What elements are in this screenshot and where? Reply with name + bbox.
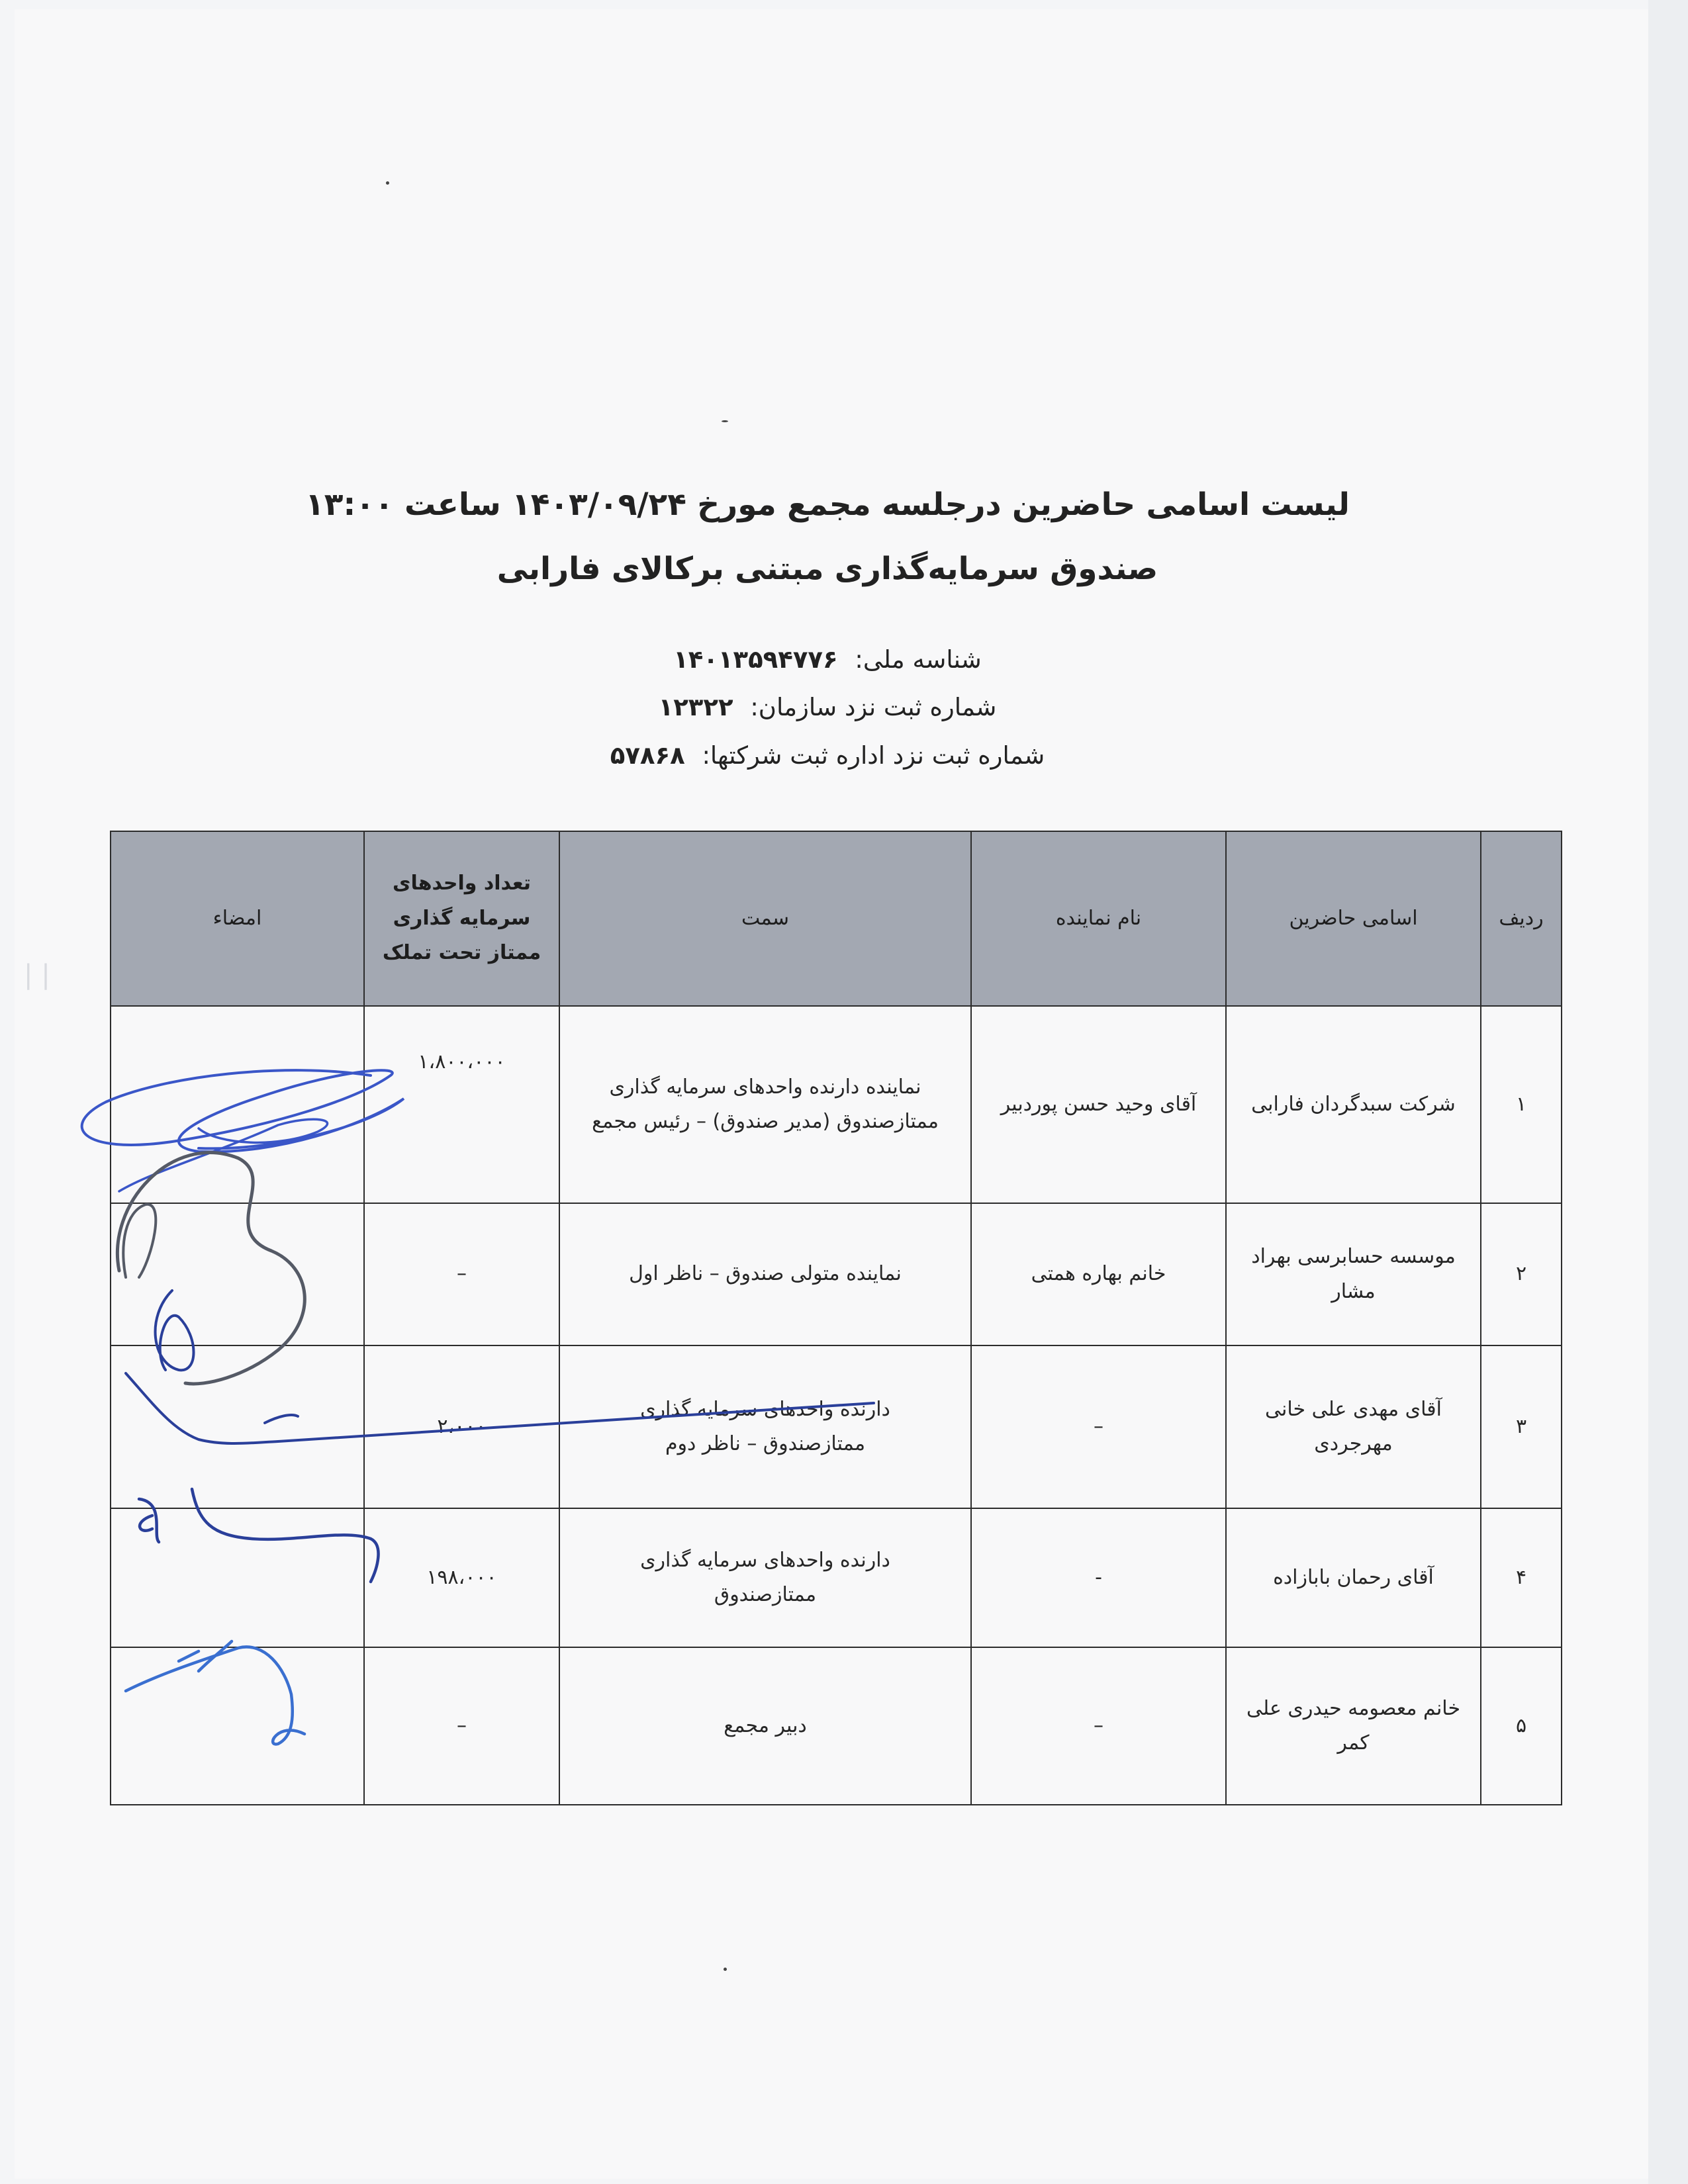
units-owned: ۱،۸۰۰،۰۰۰ — [364, 1006, 559, 1203]
scan-edge — [1648, 0, 1688, 2184]
representative-name: - — [971, 1508, 1226, 1647]
attendee-role — [559, 1508, 971, 1647]
attendee-role — [559, 1345, 971, 1508]
role-line: نماینده متولی صندوق – ناظر اول — [629, 1262, 902, 1286]
header-units — [364, 831, 559, 1006]
attendee-role — [559, 1203, 971, 1345]
company-registration-line — [132, 741, 1523, 770]
attendee-name: آقای رحمان بابازاده — [1226, 1508, 1481, 1647]
bleed-through-mark: | | — [24, 960, 50, 990]
sec-registration-value: ۱۲۳۲۲ — [658, 693, 733, 721]
role-line: ممتازصندوق – ناظر دوم — [665, 1432, 866, 1455]
representative-name: – — [971, 1647, 1226, 1805]
header-representative: نام نماینده — [971, 831, 1226, 1006]
header-role: سمت — [559, 831, 971, 1006]
attendee-name: شرکت سبدگردان فارابی — [1226, 1006, 1481, 1203]
attendee-name: آقای مهدی علی خانی مهرجردی — [1226, 1345, 1481, 1508]
national-id-label: شناسه ملی: — [855, 645, 982, 674]
role-line: ممتازصندوق (مدیر صندوق) – رئیس مجمع — [592, 1110, 939, 1133]
table-row — [111, 1508, 1562, 1647]
representative-name: آقای وحید حسن پوردبیر — [971, 1006, 1226, 1203]
attendees-table — [110, 831, 1562, 1805]
national-id-value: ۱۴۰۱۳۵۹۴۷۷۶ — [673, 645, 838, 674]
company-registration-value: ۵۷۸۶۸ — [610, 741, 685, 770]
attendee-role — [559, 1647, 971, 1805]
scan-speck — [386, 181, 389, 185]
header-index: ردیف — [1481, 831, 1562, 1006]
attendee-name: موسسه حسابرسی بهراد مشار — [1226, 1203, 1481, 1345]
role-line: نماینده دارنده واحدهای سرمایه گذاری — [609, 1075, 921, 1099]
role-line: ممتازصندوق — [714, 1583, 817, 1606]
units-owned: ۱۹۸،۰۰۰ — [364, 1508, 559, 1647]
row-index: ۱ — [1481, 1006, 1562, 1203]
role-line: دارنده واحدهای سرمایه گذاری — [640, 1397, 890, 1421]
row-index: ۵ — [1481, 1647, 1562, 1805]
role-line: دبیر مجمع — [724, 1713, 807, 1737]
document-title: لیست اسامی حاضرین درجلسه مجمع مورخ ۱۴۰۳/۰۹/۲۴ ساعت ۱۳:۰۰ — [305, 486, 1350, 523]
units-owned: – — [364, 1647, 559, 1805]
sec-registration-line — [132, 693, 1523, 721]
row-index: ۲ — [1481, 1203, 1562, 1345]
header-attendee-name: اسامی حاضرین — [1226, 831, 1481, 1006]
table-row — [111, 1203, 1562, 1345]
representative-name: خانم بهاره همتی — [971, 1203, 1226, 1345]
national-id-line — [132, 645, 1523, 674]
scan-speck — [722, 420, 728, 422]
signature-cell — [111, 1203, 364, 1345]
units-owned: – — [364, 1203, 559, 1345]
units-owned: ۲،۰۰۰ — [364, 1345, 559, 1508]
header-signature: امضاء — [111, 831, 364, 1006]
signature-cell — [111, 1508, 364, 1647]
signature-cell — [111, 1345, 364, 1508]
table-row — [111, 1647, 1562, 1805]
scan-speck — [724, 1968, 727, 1971]
table-row — [111, 1006, 1562, 1203]
header-units-line: سرمایه گذاری — [393, 906, 531, 930]
signature-cell — [111, 1006, 364, 1203]
table-header-row — [111, 831, 1562, 1006]
fund-name: صندوق سرمایه‌گذاری مبتنی برکالای فارابی — [496, 551, 1158, 587]
table-row — [111, 1345, 1562, 1508]
company-registration-label: شماره ثبت نزد اداره ثبت شرکتها: — [702, 741, 1045, 770]
attendee-role — [559, 1006, 971, 1203]
signature-cell — [111, 1647, 364, 1805]
header-units-line: تعداد واحدهای — [392, 872, 532, 895]
representative-name: – — [971, 1345, 1226, 1508]
role-line: دارنده واحدهای سرمایه گذاری — [640, 1548, 890, 1572]
header-units-line: ممتاز تحت تملک — [382, 941, 541, 965]
sec-registration-label: شماره ثبت نزد سازمان: — [750, 693, 997, 721]
attendee-name: خانم معصومه حیدری علی کمر — [1226, 1647, 1481, 1805]
row-index: ۳ — [1481, 1345, 1562, 1508]
row-index: ۴ — [1481, 1508, 1562, 1647]
